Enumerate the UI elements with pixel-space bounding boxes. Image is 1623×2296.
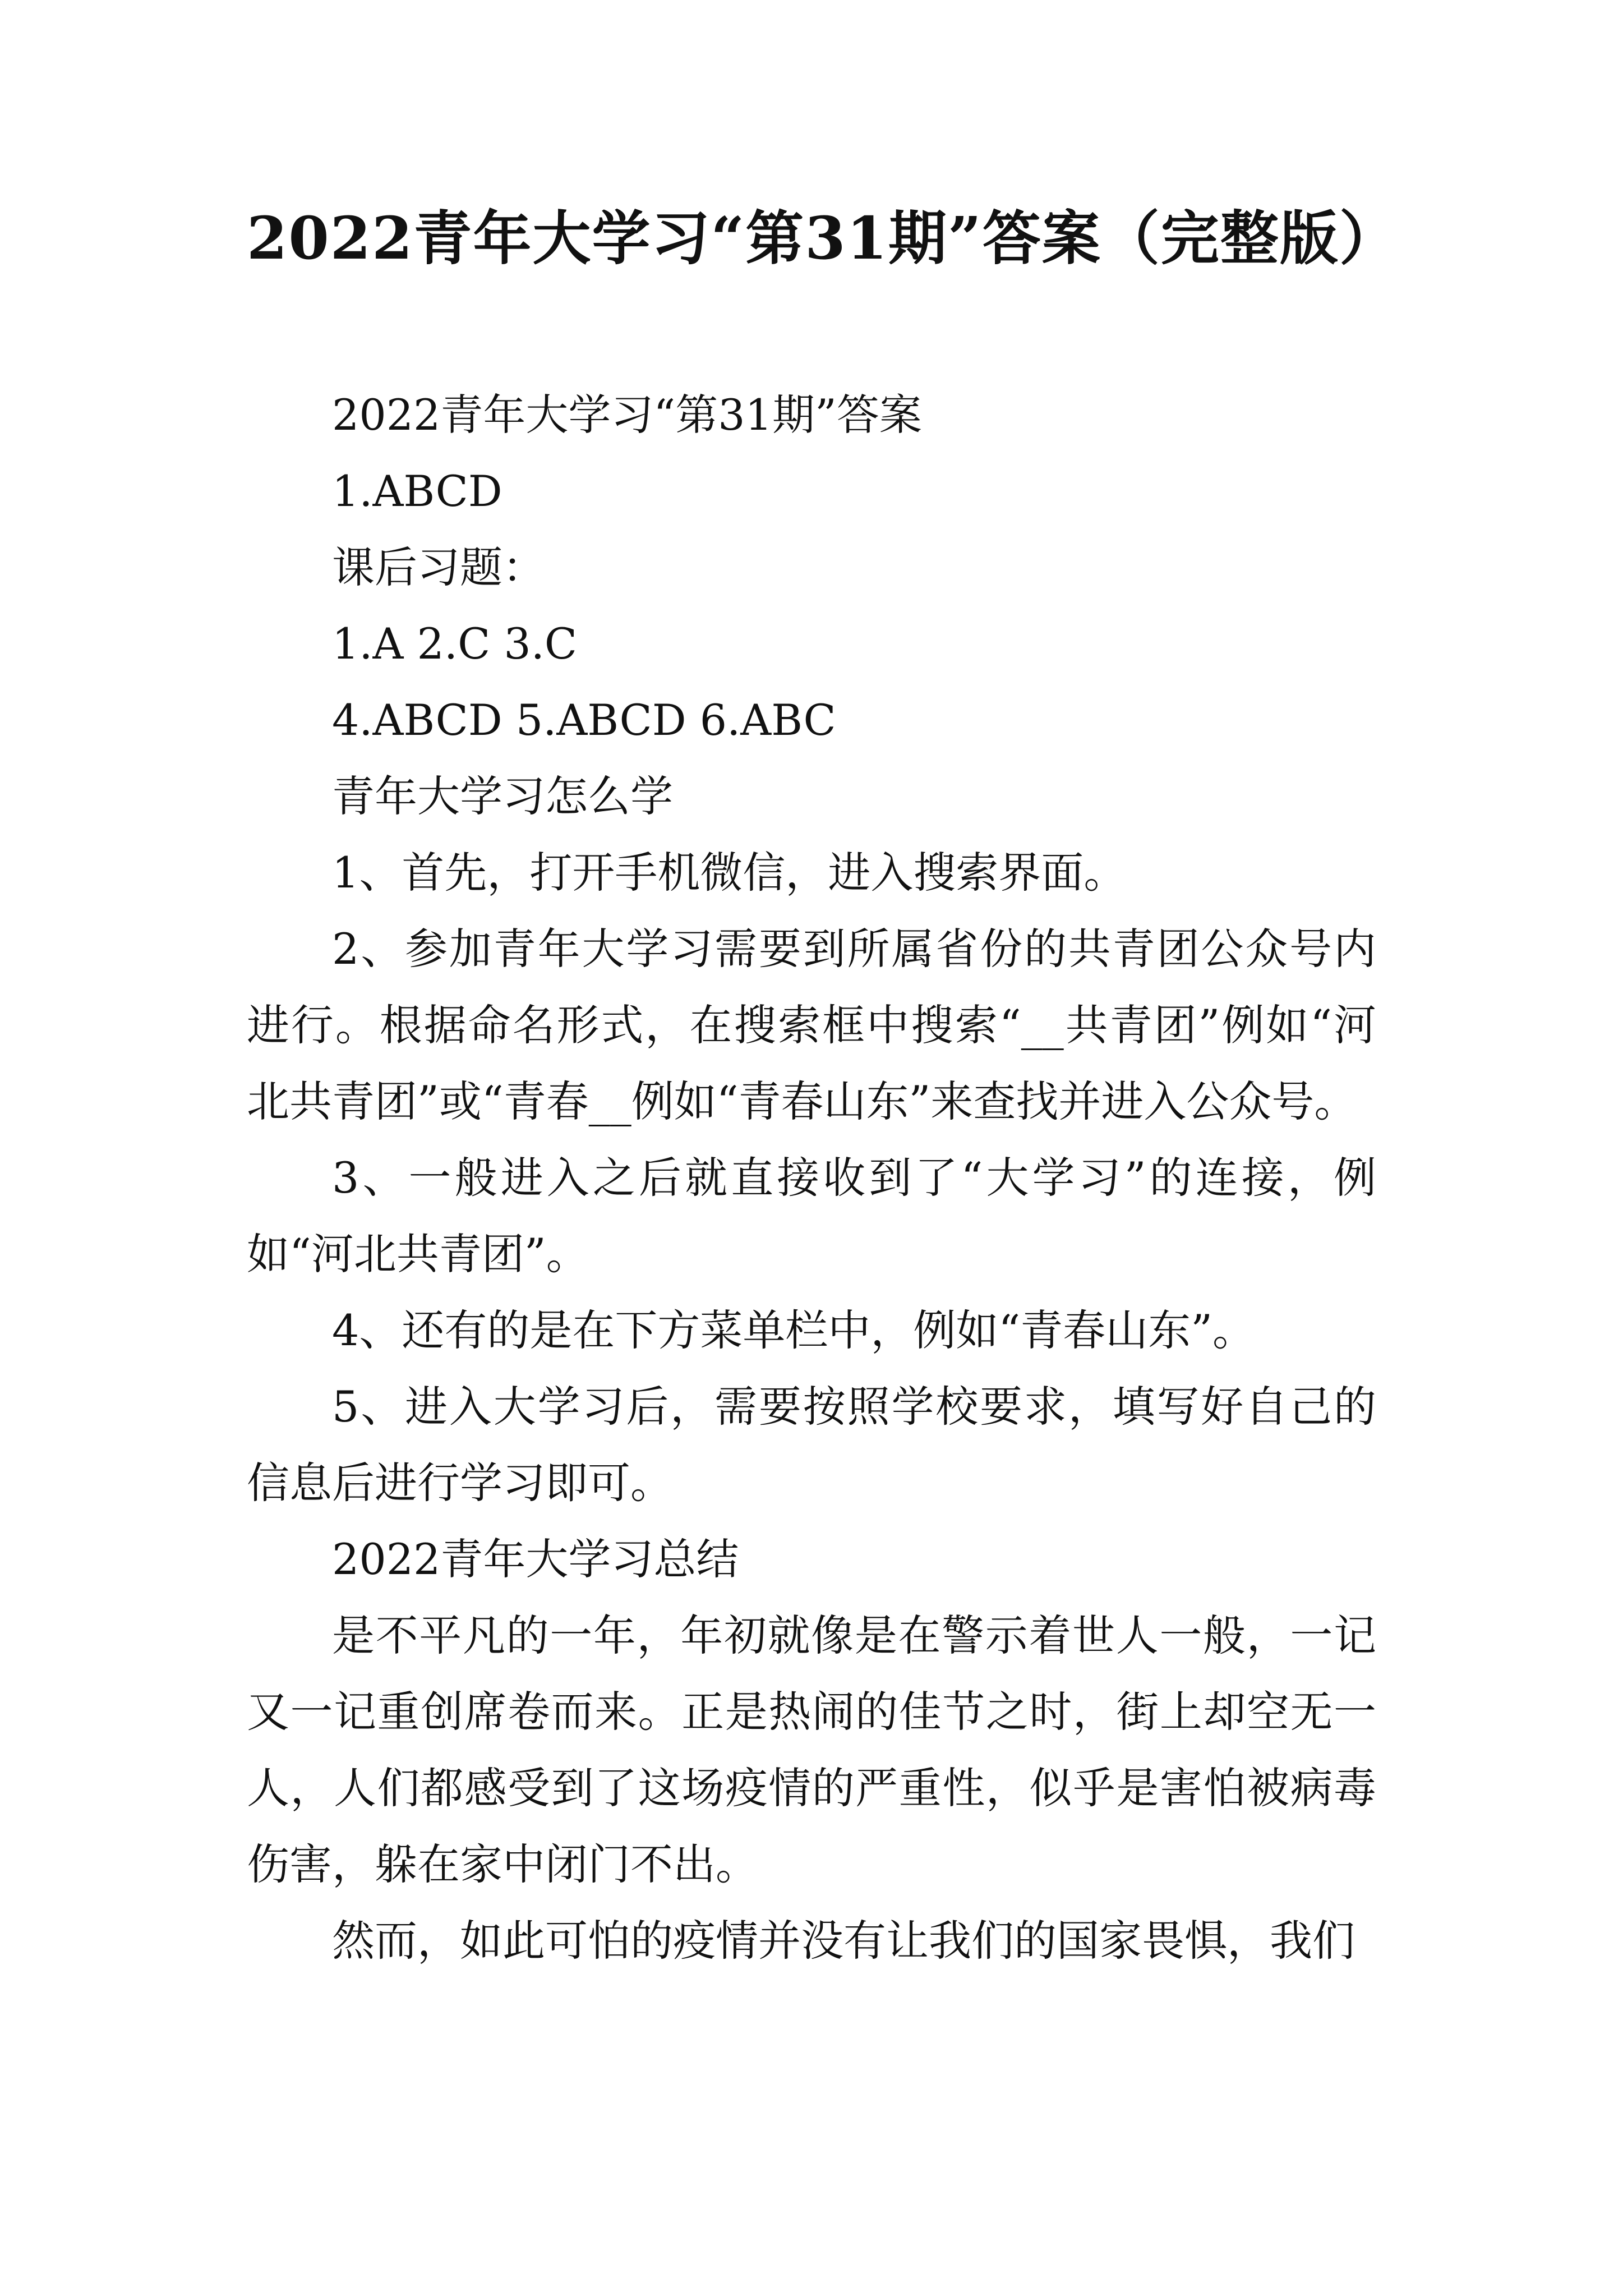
answer-line-3: 4.ABCD 5.ABCD 6.ABC	[332, 695, 836, 745]
howto-heading: 青年大学习怎么学	[332, 771, 673, 821]
summary-paragraph-1: 是不平凡的一年，年初就像是在警示着世人一般，一记又一记重创席卷而来。正是热闹的佳节之时，街上却空无一人，人们都感受到了这场疫情的严重性，似乎是害怕被病毒伤害，躲在家中闭门不出。	[247, 1611, 1376, 1889]
step-3: 3、一般进入之后就直接收到了“大学习”的连接，例如“河北共青团”。	[247, 1153, 1376, 1279]
document-title: 2022青年大学习“第31期”答案（完整版）	[247, 204, 1399, 273]
step-2: 2、参加青年大学习需要到所属省份的共青团公众号内进行。根据命名形式，在搜索框中搜索“__共青团”例如“河北共青团”或“青春__例如“青春山东”来查找并进入公众号。	[247, 924, 1376, 1126]
exercise-heading: 课后习题：	[332, 542, 545, 592]
step-1: 1、首先，打开手机微信，进入搜索界面。	[332, 848, 1127, 898]
answer-line-2: 1.A 2.C 3.C	[332, 619, 578, 669]
summary-paragraph-2: 然而，如此可怕的疫情并没有让我们的国家畏惧，我们	[332, 1916, 1355, 1966]
summary-heading: 2022青年大学习总结	[332, 1534, 739, 1584]
answer-line-1: 1.ABCD	[332, 466, 502, 516]
step-4: 4、还有的是在下方菜单栏中，例如“青春山东”。	[332, 1305, 1256, 1355]
answer-heading: 2022青年大学习“第31期”答案	[332, 390, 922, 440]
document-body	[247, 377, 1376, 1979]
step-5: 5、进入大学习后，需要按照学校要求，填写好自己的信息后进行学习即可。	[247, 1382, 1376, 1508]
